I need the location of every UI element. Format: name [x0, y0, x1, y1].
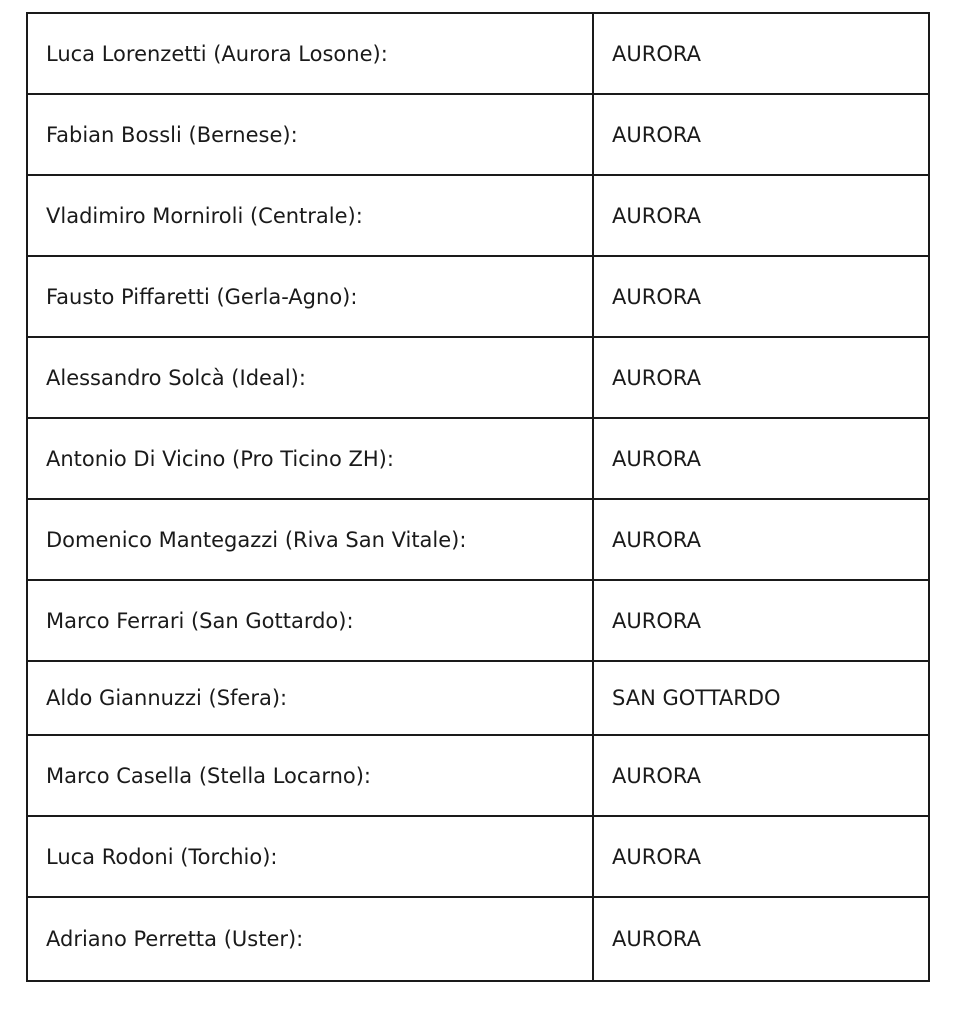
table-row: [27, 13, 929, 94]
pick-cell: AURORA: [593, 256, 929, 337]
pick-cell: AURORA: [593, 580, 929, 661]
table-row: [27, 735, 929, 816]
player-cell: Domenico Mantegazzi (Riva San Vitale):: [27, 499, 593, 580]
pick-cell: AURORA: [593, 816, 929, 897]
table-row: [27, 418, 929, 499]
table-row: [27, 175, 929, 256]
table-row: [27, 580, 929, 661]
pick-cell: AURORA: [593, 735, 929, 816]
table-row: [27, 256, 929, 337]
table-row: [27, 661, 929, 735]
pick-cell: SAN GOTTARDO: [593, 661, 929, 735]
pick-cell: AURORA: [593, 94, 929, 175]
player-cell: Luca Lorenzetti (Aurora Losone):: [27, 13, 593, 94]
predictions-table: [26, 12, 930, 982]
player-cell: Adriano Perretta (Uster):: [27, 897, 593, 981]
table-row: [27, 337, 929, 418]
player-cell: Fausto Piffaretti (Gerla-Agno):: [27, 256, 593, 337]
table-row: [27, 897, 929, 981]
pick-cell: AURORA: [593, 175, 929, 256]
player-cell: Aldo Giannuzzi (Sfera):: [27, 661, 593, 735]
pick-cell: AURORA: [593, 897, 929, 981]
player-cell: Marco Ferrari (San Gottardo):: [27, 580, 593, 661]
table-row: [27, 816, 929, 897]
player-cell: Marco Casella (Stella Locarno):: [27, 735, 593, 816]
player-cell: Alessandro Solcà (Ideal):: [27, 337, 593, 418]
pick-cell: AURORA: [593, 13, 929, 94]
player-cell: Vladimiro Morniroli (Centrale):: [27, 175, 593, 256]
table-row: [27, 94, 929, 175]
player-cell: Luca Rodoni (Torchio):: [27, 816, 593, 897]
player-cell: Fabian Bossli (Bernese):: [27, 94, 593, 175]
pick-cell: AURORA: [593, 418, 929, 499]
pick-cell: AURORA: [593, 337, 929, 418]
table-row: [27, 499, 929, 580]
player-cell: Antonio Di Vicino (Pro Ticino ZH):: [27, 418, 593, 499]
pick-cell: AURORA: [593, 499, 929, 580]
